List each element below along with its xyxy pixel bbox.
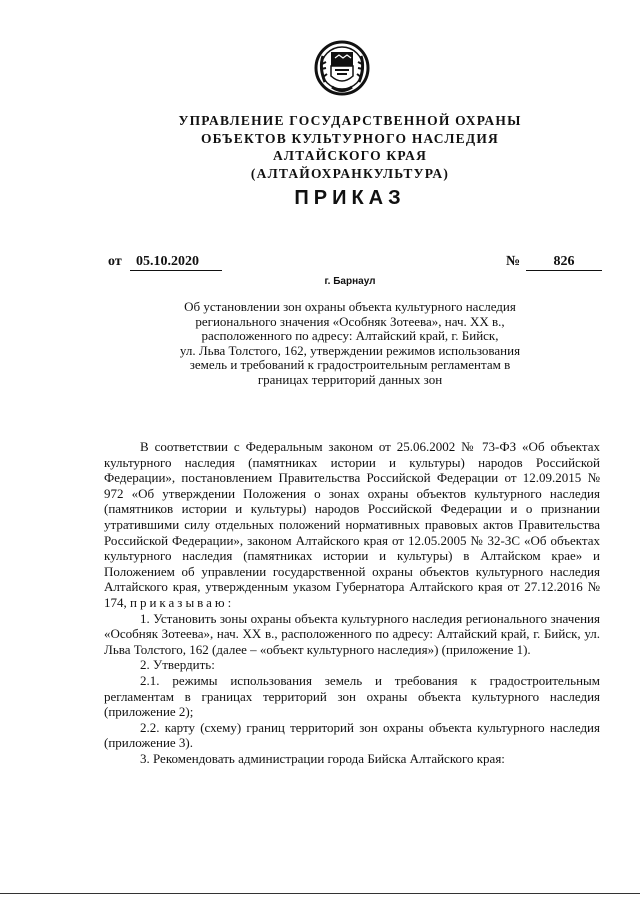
order-word: приказываю: — [130, 594, 235, 610]
agency-line: АЛТАЙСКОГО КРАЯ — [272, 148, 428, 163]
subject-line: ул. Льва Толстого, 162, утверждении режимов использования — [179, 342, 521, 358]
document-date: 05.10.2020 — [130, 254, 222, 271]
page-bottom-divider — [0, 893, 640, 894]
document-type-title: ПРИКАЗ — [294, 187, 406, 209]
agency-line: УПРАВЛЕНИЕ ГОСУДАРСТВЕННОЙ ОХРАНЫ — [178, 113, 522, 128]
subject-line: расположенного по адресу: Алтайский край, г. Бийск, — [201, 328, 499, 343]
subject-line: регионального значения «Особняк Зотеева», нач. XX в., — [195, 313, 505, 329]
subject-line: границах территорий данных зон — [257, 371, 443, 387]
altai-coat-of-arms-icon — [313, 38, 371, 96]
date-label: от — [108, 254, 122, 269]
number-label: № — [506, 254, 521, 269]
order-body — [104, 439, 600, 766]
agency-line: (АЛТАЙОХРАНКУЛЬТУРА) — [250, 165, 450, 181]
agency-name — [0, 112, 640, 182]
item-2-1: 2.1. режимы использования земель и требования к градостроительным регламентам в границах территорий зон охраны объекта культурного наследия (приложение 2); — [104, 672, 600, 720]
order-subject — [120, 300, 580, 387]
preamble-paragraph — [104, 439, 600, 611]
item-1: 1. Установить зоны охраны объекта культурного наследия регионального значения «Особняк Зотеева», нач. XX в., расположенного по адресу: Алтайский край, г. Бийск, ул. Льва Толстого, 162 (далее – «объект культурного наследия») (приложение 1). — [104, 610, 600, 657]
item-2: 2. Утвердить: — [140, 657, 215, 673]
item-2-2: 2.2. карту (схему) границ территорий зон охраны объекта культурного наследия (приложение 3). — [104, 719, 600, 751]
subject-line: Об установлении зон охраны объекта культурного наследия — [184, 299, 516, 314]
agency-line: ОБЪЕКТОВ КУЛЬТУРНОГО НАСЛЕДИЯ — [200, 130, 500, 146]
document-number: 826 — [526, 254, 602, 271]
city-name: г. Барнаул — [324, 276, 376, 287]
preamble-text: В соответствии с Федеральным законом от 25.06.2002 № 73-ФЗ «Об объектах культурного наследия (памятниках истории и культуры) народов Российской Федерации», постановлением Правительства Российской Федерации от 12.09.2015 № 972 «Об утверждении Положения о зонах охраны объектов культурного наследия (памятников истории и культуры) народов Российской Федерации и о признании утратившими силу отдельных положений нормативных правовых актов Правительства Российской Федерации», законом Алтайского края от 12.05.2005 № 32-ЗС «Об объектах культурного наследия (памятниках истории и культуры) в Алтайском крае» и Положением об управлении государственной охраны объектов культурного наследия Алтайского края, утвержденным указом Губернатора Алтайского края от 27.12.2016 № 174, — [104, 439, 600, 610]
item-3: 3. Рекомендовать администрации города Бийска Алтайского края: — [140, 750, 505, 766]
subject-line: земель и требований к градостроительным регламентам в — [189, 357, 511, 372]
